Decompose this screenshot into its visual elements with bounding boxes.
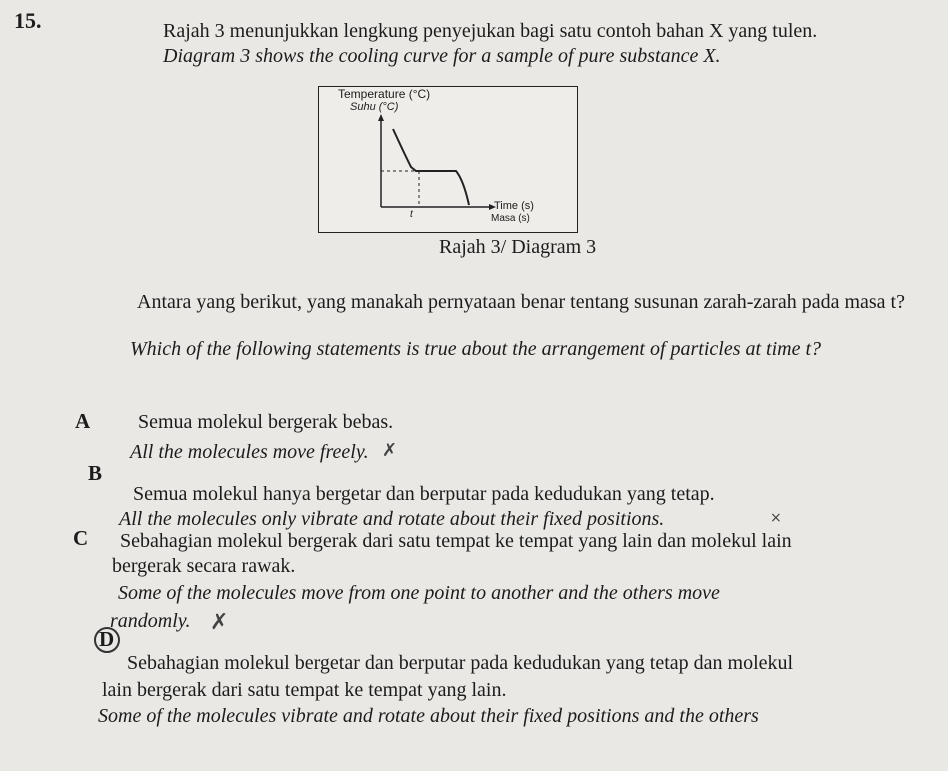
cooling-curve xyxy=(393,129,469,205)
option-text-english: All the molecules only vibrate and rotate about their fixed positions. xyxy=(119,508,665,530)
cross-mark-icon: ✗ xyxy=(382,440,398,461)
time-t-label: t xyxy=(410,209,413,220)
y-axis-label-malay: Suhu (°C) xyxy=(350,101,399,113)
option-text-malay: Semua molekul bergerak bebas. xyxy=(138,411,394,433)
cross-mark-icon: × xyxy=(770,510,782,526)
option-letter: A xyxy=(75,409,91,433)
stem-malay: Rajah 3 menunjukkan lengkung penyejukan bagi satu contoh bahan X yang tulen. xyxy=(163,20,818,42)
option-text-malay-line2: lain bergerak dari satu tempat ke tempat yang lain. xyxy=(102,679,507,701)
y-axis-label-english: Temperature (°C) xyxy=(338,87,431,101)
x-axis-label-english: Time (s) xyxy=(494,200,534,212)
option-letter: C xyxy=(73,526,89,550)
option-letter: D xyxy=(99,627,115,651)
option-text-malay-line1: Sebahagian molekul bergerak dari satu tempat ke tempat yang lain dan molekul lain xyxy=(120,530,792,552)
option-text-english-line1: Some of the molecules vibrate and rotate about their fixed positions and the others xyxy=(98,705,759,727)
option-text-english-line1: Some of the molecules move from one point to another and the others move xyxy=(118,582,720,604)
question-english: Which of the following statements is true about the arrangement of particles at time t? xyxy=(130,338,822,360)
stem-english: Diagram 3 shows the cooling curve for a sample of pure substance X. xyxy=(163,45,721,67)
y-axis-arrow xyxy=(378,114,384,121)
question-number: 15. xyxy=(14,8,42,33)
option-text-malay-line1: Sebahagian molekul bergetar dan berputar pada kedudukan yang tetap dan molekul xyxy=(127,652,794,674)
option-letter: B xyxy=(88,461,103,485)
option-text-malay-line2: bergerak secara rawak. xyxy=(112,555,296,577)
option-text-english-line2: randomly. xyxy=(110,610,191,632)
cross-mark-icon: ✗ xyxy=(210,610,229,635)
x-axis-label-malay: Masa (s) xyxy=(491,213,530,224)
option-text-english: All the molecules move freely. xyxy=(130,441,369,463)
option-text-malay: Semua molekul hanya bergetar dan berputar pada kedudukan yang tetap. xyxy=(133,483,715,505)
question-malay: Antara yang berikut, yang manakah pernyataan benar tentang susunan zarah-zarah pada masa t? xyxy=(137,291,905,313)
diagram-caption: Rajah 3/ Diagram 3 xyxy=(439,236,597,258)
